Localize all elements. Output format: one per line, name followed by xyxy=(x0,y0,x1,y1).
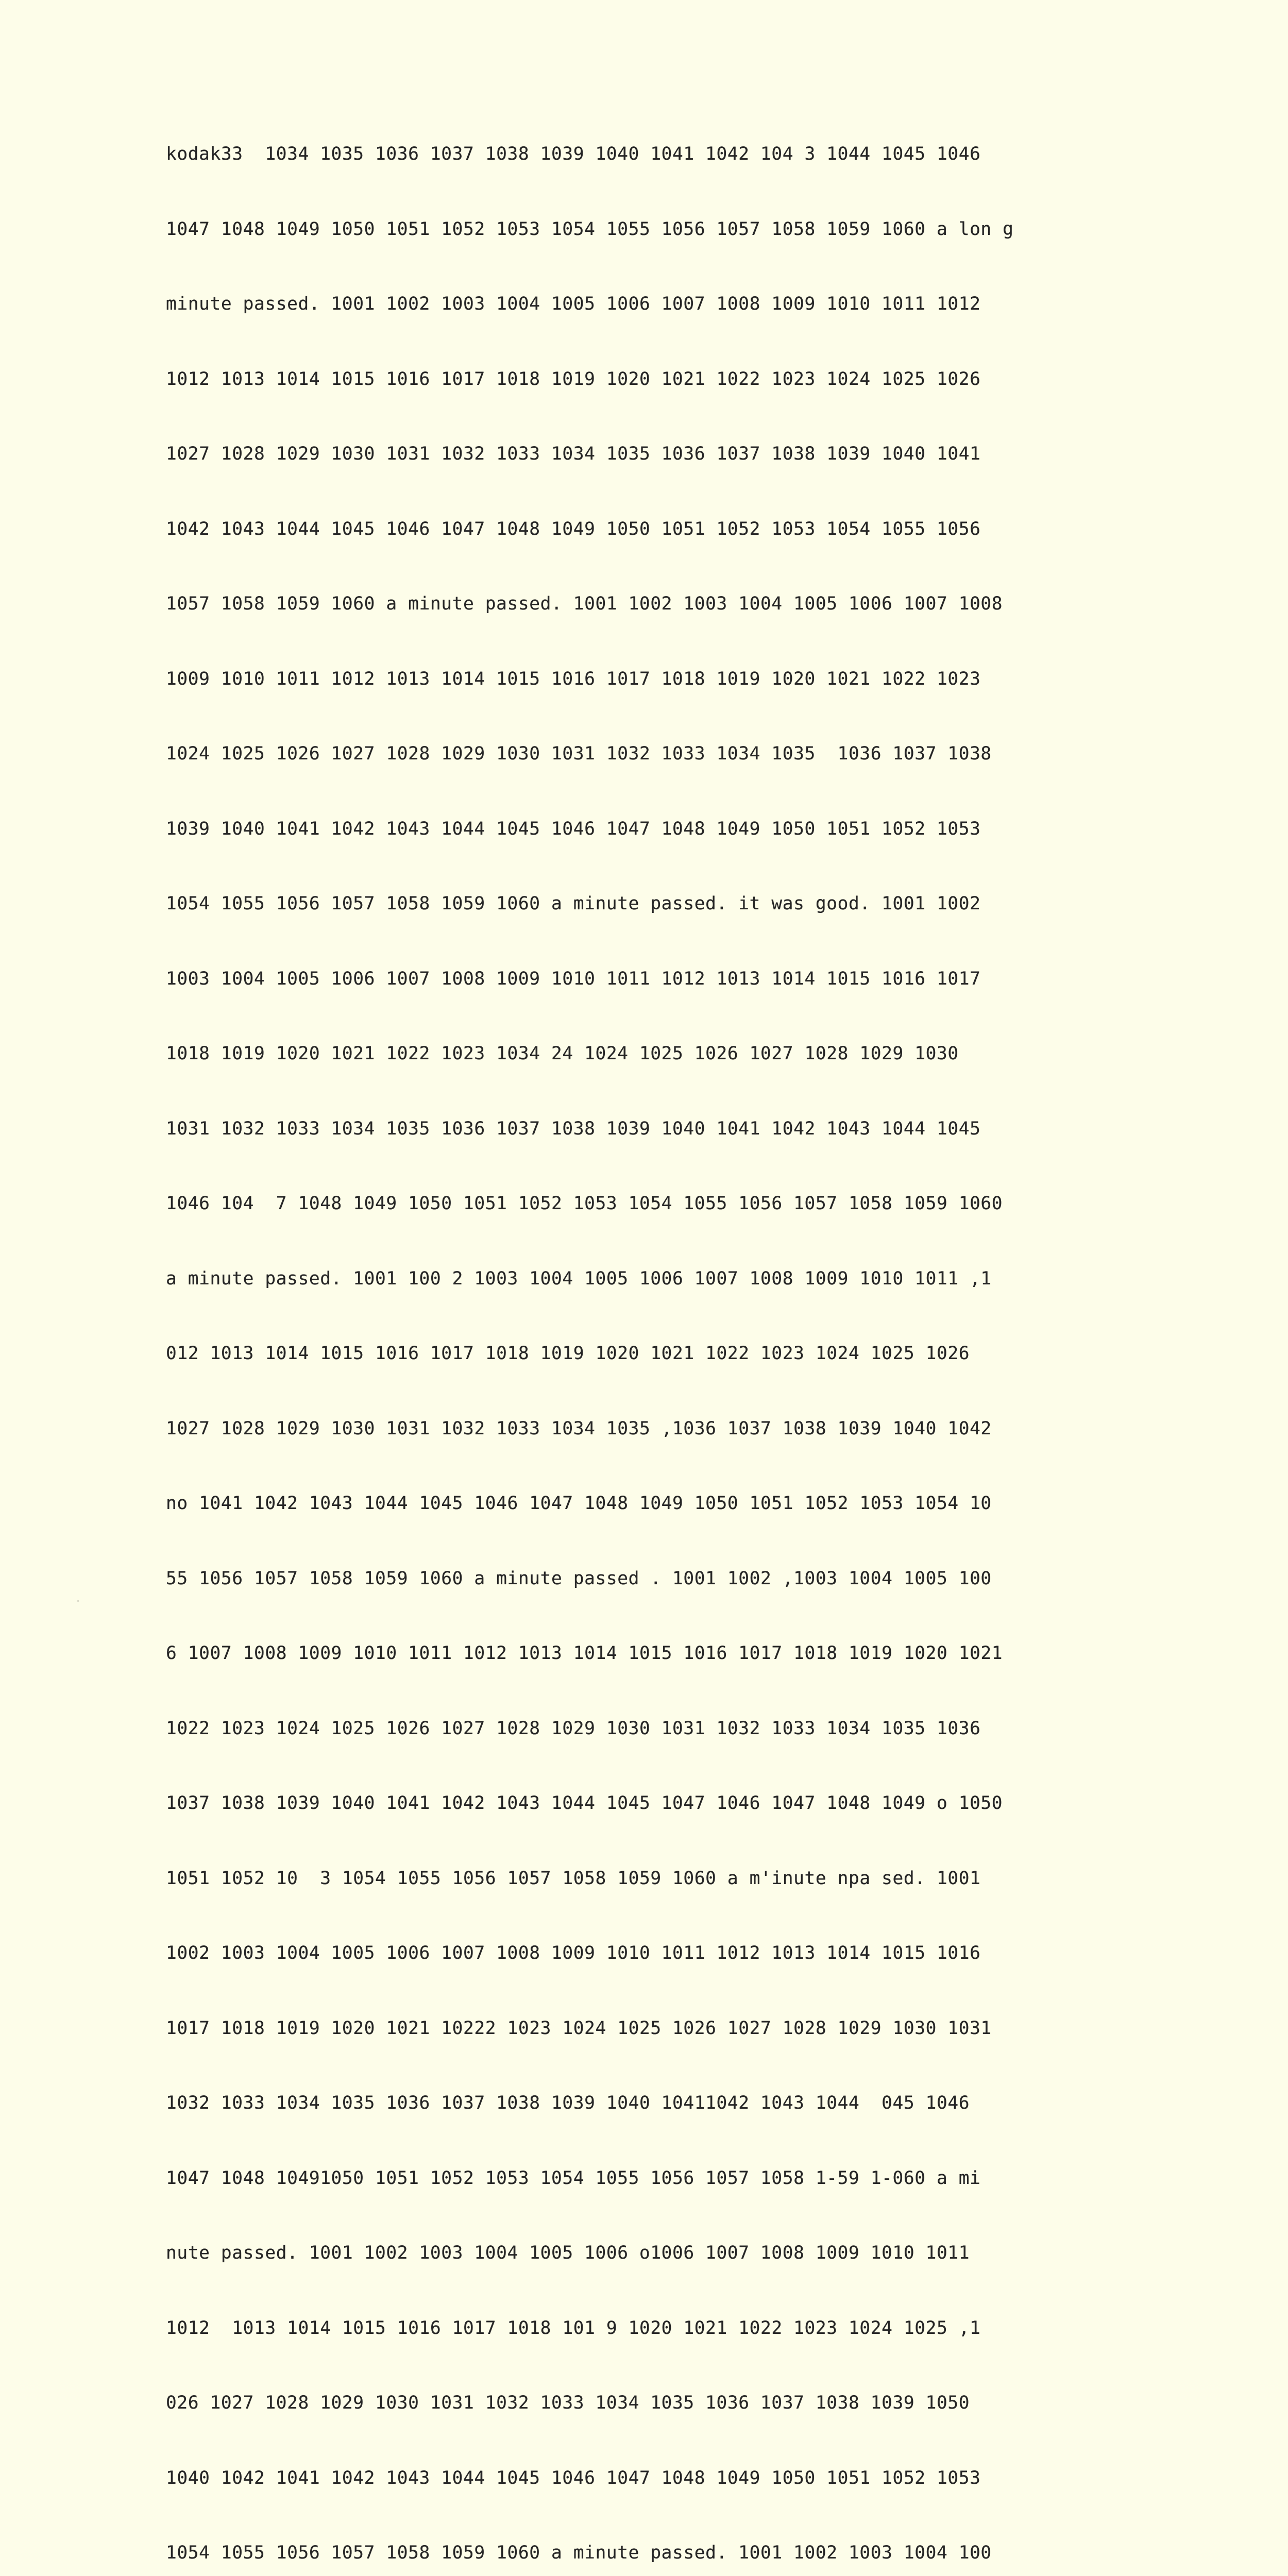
text-line: 1027 1028 1029 1030 1031 1032 1033 1034 1035 1036 1037 1038 1039 1040 1041 xyxy=(166,444,981,464)
text-line: 1047 1048 1049 1050 1051 1052 1053 1054 1055 1056 1057 1058 1059 1060 a lon g xyxy=(166,218,1014,240)
text-line: 1051 1052 10 3 1054 1055 1056 1057 1058 1059 1060 a m'inute npa sed. 1001 xyxy=(166,1868,981,1889)
paper-speck xyxy=(77,1600,79,1602)
text-line: 1040 1042 1041 1042 1043 1044 1045 1046 1047 1048 1049 1050 1051 1052 1053 xyxy=(166,2467,981,2488)
text-line: kodak33 1034 1035 1036 1037 1038 1039 1040 1041 1042 104 3 1044 1045 1046 xyxy=(166,144,981,164)
text-line: 1042 1043 1044 1045 1046 1047 1048 1049 1050 1051 1052 1053 1054 1055 1056 xyxy=(166,518,981,539)
text-line: 1054 1055 1056 1057 1058 1059 1060 a minute passed. it was good. 1001 1002 xyxy=(166,893,981,914)
text-line: 1022 1023 1024 1025 1026 1027 1028 1029 1030 1031 1032 1033 1034 1035 1036 xyxy=(166,1718,981,1739)
text-line: 1054 1055 1056 1057 1058 1059 1060 a minute passed. 1001 1002 1003 1004 100 xyxy=(166,2543,992,2563)
typewritten-text-block xyxy=(166,92,1145,2576)
text-line: no 1041 1042 1043 1044 1045 1046 1047 1048 1049 1050 1051 1052 1053 1054 10 xyxy=(166,1493,992,1514)
text-line: 026 1027 1028 1029 1030 1031 1032 1033 1034 1035 1036 1037 1038 1039 1050 xyxy=(166,2393,970,2413)
text-line: 6 1007 1008 1009 1010 1011 1012 1013 1014 1015 1016 1017 1018 1019 1020 1021 xyxy=(166,1643,1003,1664)
text-line: 1012 1013 1014 1015 1016 1017 1018 101 9 1020 1021 1022 1023 1024 1025 ,1 xyxy=(166,2317,981,2338)
text-line: 1017 1018 1019 1020 1021 10222 1023 1024 1025 1026 1027 1028 1029 1030 1031 xyxy=(166,2018,992,2039)
text-line: 55 1056 1057 1058 1059 1060 a minute passed . 1001 1002 ,1003 1004 1005 100 xyxy=(166,1568,992,1589)
text-line: nute passed. 1001 1002 1003 1004 1005 1006 o1006 1007 1008 1009 1010 1011 xyxy=(166,2243,970,2263)
text-line: 1046 104 7 1048 1049 1050 1051 1052 1053 1054 1055 1056 1057 1058 1059 1060 xyxy=(166,1193,1003,1214)
text-line: 1047 1048 10491050 1051 1052 1053 1054 1055 1056 1057 1058 1-59 1-060 a mi xyxy=(166,2167,981,2189)
text-line: 1037 1038 1039 1040 1041 1042 1043 1044 1045 1047 1046 1047 1048 1049 o 1050 xyxy=(166,1793,1003,1814)
text-line: minute passed. 1001 1002 1003 1004 1005 1006 1007 1008 1009 1010 1011 1012 xyxy=(166,294,981,314)
text-line: 1032 1033 1034 1035 1036 1037 1038 1039 1040 10411042 1043 1044 045 1046 xyxy=(166,2093,970,2113)
text-line: 1027 1028 1029 1030 1031 1032 1033 1034 1035 ,1036 1037 1038 1039 1040 1042 xyxy=(166,1418,992,1439)
text-line: 1009 1010 1011 1012 1013 1014 1015 1016 1017 1018 1019 1020 1021 1022 1023 xyxy=(166,668,981,689)
text-line: 1018 1019 1020 1021 1022 1023 1034 24 1024 1025 1026 1027 1028 1029 1030 xyxy=(166,1043,959,1064)
text-line: 1012 1013 1014 1015 1016 1017 1018 1019 1020 1021 1022 1023 1024 1025 1026 xyxy=(166,368,981,389)
text-line: 1002 1003 1004 1005 1006 1007 1008 1009 1010 1011 1012 1013 1014 1015 1016 xyxy=(166,1943,981,1963)
text-line: 1031 1032 1033 1034 1035 1036 1037 1038 1039 1040 1041 1042 1043 1044 1045 xyxy=(166,1118,981,1139)
text-line: 1057 1058 1059 1060 a minute passed. 1001 1002 1003 1004 1005 1006 1007 1008 xyxy=(166,594,1003,614)
text-line: a minute passed. 1001 100 2 1003 1004 1005 1006 1007 1008 1009 1010 1011 ,1 xyxy=(166,1268,992,1289)
text-line: 1039 1040 1041 1042 1043 1044 1045 1046 1047 1048 1049 1050 1051 1052 1053 xyxy=(166,818,981,839)
text-line: 012 1013 1014 1015 1016 1017 1018 1019 1020 1021 1022 1023 1024 1025 1026 xyxy=(166,1343,970,1364)
text-line: 1003 1004 1005 1006 1007 1008 1009 1010 1011 1012 1013 1014 1015 1016 1017 xyxy=(166,968,981,989)
text-line: 1024 1025 1026 1027 1028 1029 1030 1031 1032 1033 1034 1035 1036 1037 1038 xyxy=(166,743,992,764)
